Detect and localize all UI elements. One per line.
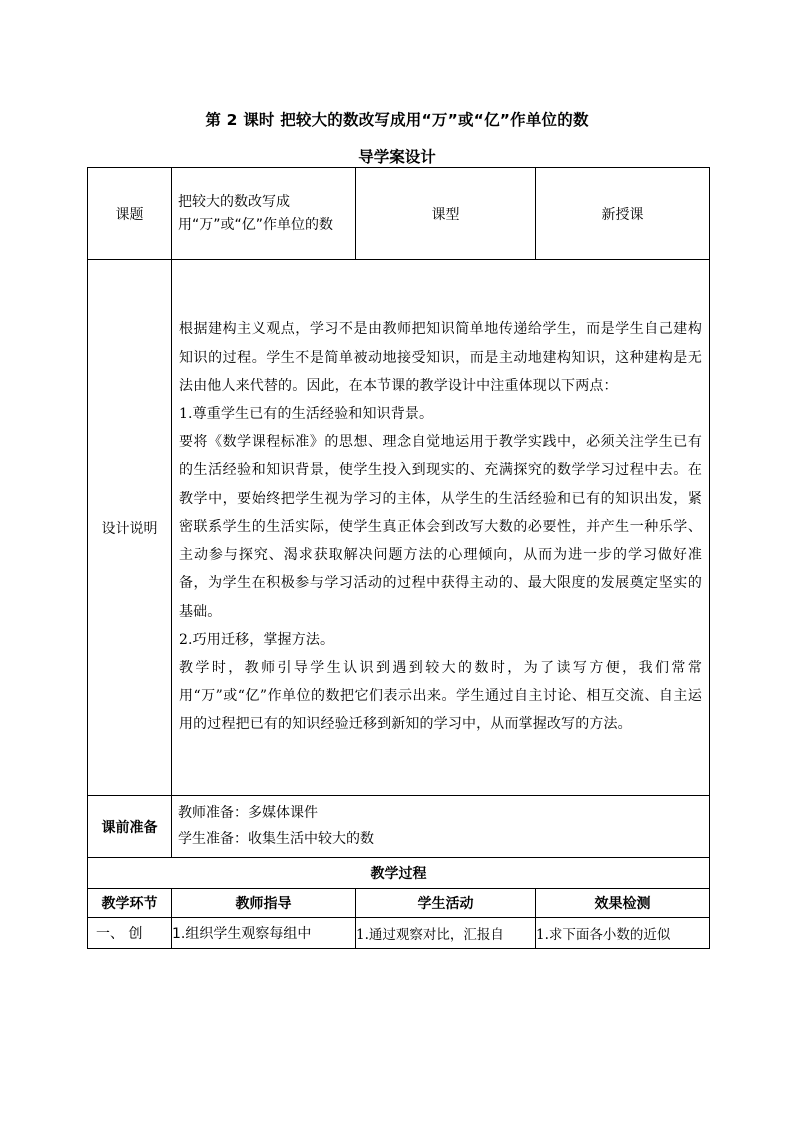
type-value: 新授课 bbox=[536, 168, 710, 260]
design-row bbox=[88, 260, 710, 796]
process-header-row bbox=[88, 858, 710, 889]
column-header: 教师指导 bbox=[172, 889, 356, 918]
table-cell: 一、 创 bbox=[88, 918, 172, 949]
prep-content bbox=[172, 796, 710, 858]
prep-row bbox=[88, 796, 710, 858]
design-paragraph: 要将《数学课程标准》的思想、理念自觉地运用于教学实践中，必须关注学生已有的生活经验和知识背景，使学生投入到现实的、充满探究的数学学习过程中去。在教学中，要始终把学生视为学习的主体，从学生的生活经验和已有的知识出发，紧密联系学生的生活实际，使学生真正体会到改写大数的必要性，并产生一种乐学、主动参与探究、渴求获取解决问题方法的心理倾向，从而为进一步的学习做好准备，为学生在积极参与学习活动的过程中获得主动的、最大限度的发展奠定坚实的基础。 bbox=[179, 434, 702, 620]
column-header: 学生活动 bbox=[356, 889, 536, 918]
table-row bbox=[88, 918, 710, 949]
design-label: 设计说明 bbox=[88, 260, 172, 796]
prep-label: 课前准备 bbox=[88, 796, 172, 858]
design-description bbox=[172, 260, 710, 796]
table-cell: 1.求下面各小数的近似 bbox=[536, 918, 710, 949]
topic-value: 把较大的数改写成用“万”或“亿”作单位的数 bbox=[172, 168, 356, 260]
table-cell: 1.通过观察对比，汇报自 bbox=[356, 918, 536, 949]
process-header: 教学过程 bbox=[88, 858, 710, 889]
type-label: 课型 bbox=[356, 168, 536, 260]
column-header: 教学环节 bbox=[88, 889, 172, 918]
column-header-row bbox=[88, 889, 710, 918]
prep-student: 学生准备：收集生活中较大的数 bbox=[178, 830, 374, 847]
design-paragraph: 教学时，教师引导学生认识到遇到较大的数时，为了读写方便，我们常常用“万”或“亿”作单位的数把它们表示出来。学生通过自主讨论、相互交流、自主运用的过程把已有的知识经验迁移到新知的学习中，从而掌握改写的方法。 bbox=[179, 659, 702, 733]
lesson-plan-table bbox=[87, 167, 710, 949]
page-title: 第 2 课时 把较大的数改写成用“万”或“亿”作单位的数 bbox=[205, 111, 589, 129]
column-header: 效果检测 bbox=[536, 889, 710, 918]
table-cell: 1.组织学生观察每组中 bbox=[172, 918, 356, 949]
prep-teacher: 教师准备：多媒体课件 bbox=[178, 804, 318, 821]
topic-row bbox=[88, 168, 710, 260]
topic-label: 课题 bbox=[88, 168, 172, 260]
design-paragraph: 根据建构主义观点，学习不是由教师把知识简单地传递给学生，而是学生自己建构知识的过程。学生不是简单被动地接受知识，而是主动地建构知识，这种建构是无法由他人来代替的。因此，在本节课的教学设计中注重体现以下两点： bbox=[179, 321, 702, 394]
page-subtitle: 导学案设计 bbox=[358, 148, 436, 166]
design-paragraph: 2.巧用迁移，掌握方法。 bbox=[179, 631, 335, 648]
design-paragraph: 1.尊重学生已有的生活经验和知识背景。 bbox=[179, 406, 434, 423]
